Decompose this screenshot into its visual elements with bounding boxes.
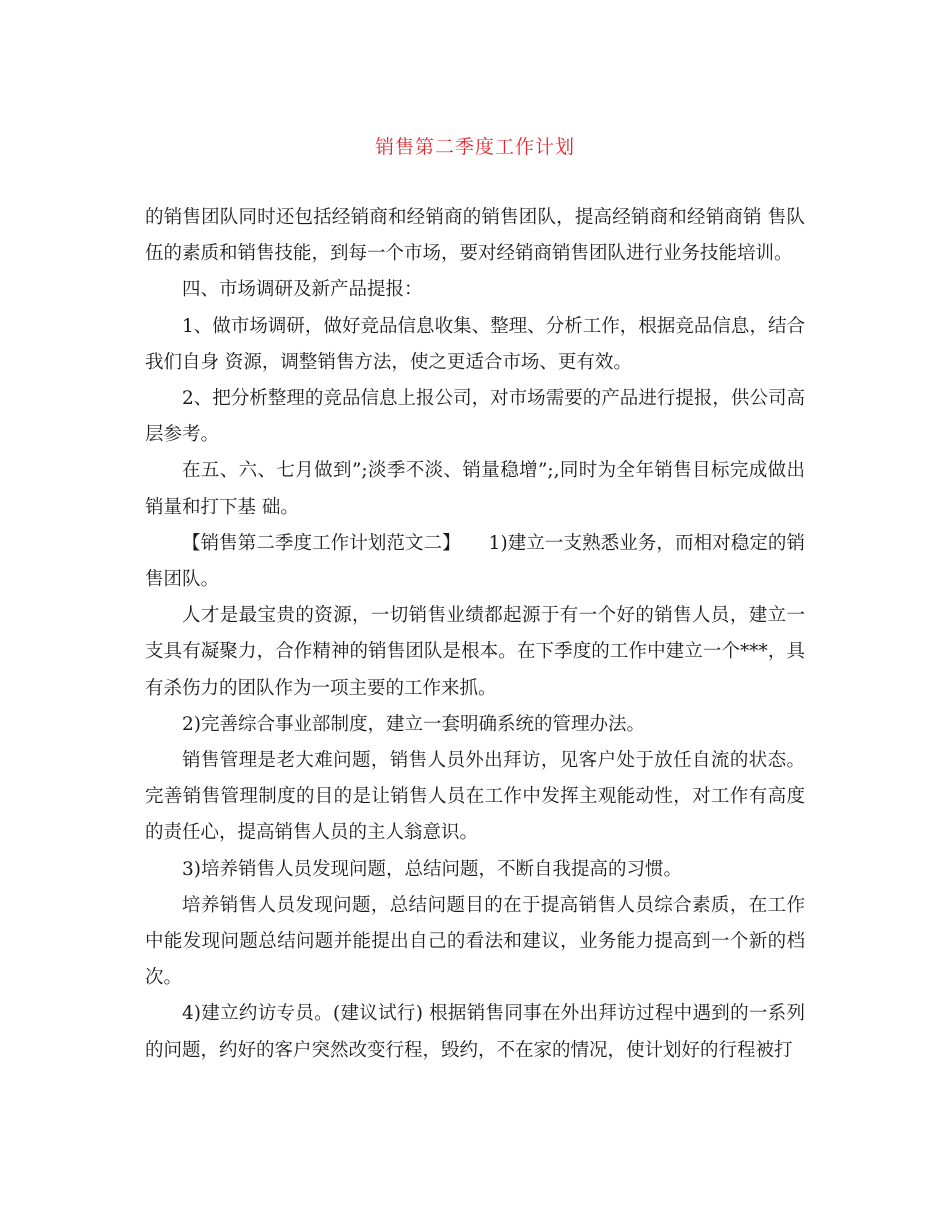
paragraph: 1、做市场调研，做好竞品信息收集、整理、分析工作，根据竞品信息，结合我们自身 资源，调整销售方法，使之更适合市场、更有效。 [145, 315, 805, 373]
paragraph: 四、市场调研及新产品提报： [182, 279, 423, 301]
paragraph: 销售管理是老大难问题，销售人员外出拜访，见客户处于放任自流的状态。完善销售管理制度的目的是让销售人员在工作中发挥主观能动性，对工作有高度的责任心，提高销售人员的主人翁意识。 [145, 750, 805, 844]
paragraph: 在五、六、七月做到”;淡季不淡、销量稳增”;,同时为全年销售目标完成做出销量和打下基 础。 [145, 460, 805, 518]
paragraph: 人才是最宝贵的资源，一切销售业绩都起源于有一个好的销售人员，建立一支具有凝聚力，合作精神的销售团队是根本。在下季度的工作中建立一个***，具有杀伤力的团队作为一项主要的工作来抓。 [145, 605, 805, 699]
paragraph: 培养销售人员发现问题，总结问题目的在于提高销售人员综合素质，在工作中能发现问题总结问题并能提出自己的看法和建议，业务能力提高到一个新的档次。 [145, 894, 805, 989]
paragraph: 的销售团队同时还包括经销商和经销商的销售团队，提高经销商和经销商销 售队伍的素质和销售技能，到每一个市场，要对经销商销售团队进行业务技能培训。 [145, 207, 805, 265]
paragraph: 2、把分析整理的竞品信息上报公司，对市场需要的产品进行提报，供公司高层参考。 [145, 388, 805, 446]
paragraph: 4)建立约访专员。(建议试行) 根据销售同事在外出拜访过程中遇到的一系列的问题，约好的客户突然改变行程，毁约，不在家的情况，使计划好的行程被打 [145, 1003, 805, 1061]
paragraph: 2)完善综合事业部制度，建立一套明确系统的管理办法。 [182, 713, 645, 735]
paragraph: 3)培养销售人员发现问题，总结问题，不断自我提高的习惯。 [182, 858, 682, 880]
document-body [145, 200, 805, 1069]
document-title: 销售第二季度工作计划 [374, 136, 575, 158]
paragraph: 【销售第二季度工作计划范文二】 1)建立一支熟悉业务，而相对稳定的销售团队。 [145, 532, 805, 591]
